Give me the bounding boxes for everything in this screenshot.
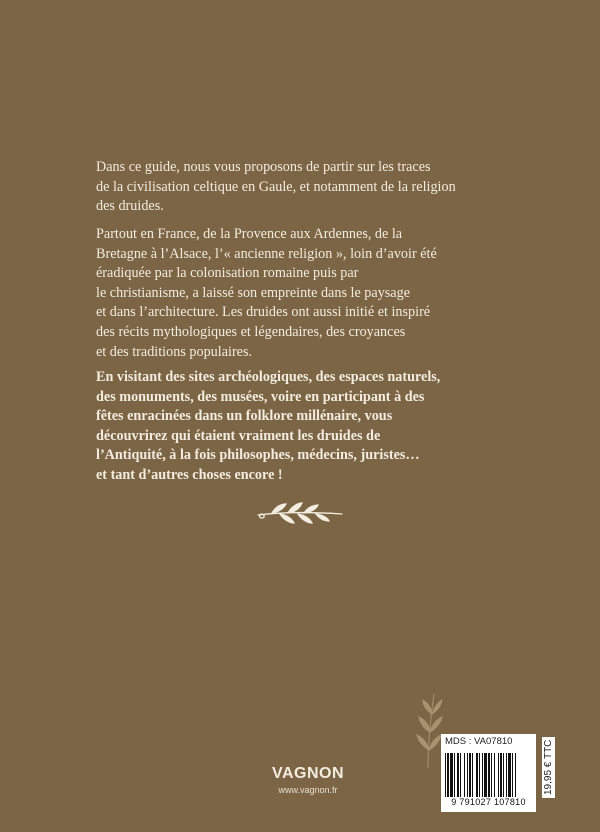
text-line: Partout en France, de la Provence aux Ardennes, de la — [96, 226, 403, 242]
text-line: l’Antiquité, à la fois philosophes, médecins, juristes… — [96, 447, 420, 464]
publisher-logo: VAGNON — [271, 765, 345, 782]
text-line: de la civilisation celtique en Gaule, et notamment de la religion — [96, 178, 456, 195]
text-line: des monuments, des musées, voire en participant à des — [96, 388, 425, 405]
barcode-label — [441, 734, 536, 812]
text-line: En visitant des sites archéologiques, des espaces naturels, — [96, 369, 441, 385]
text-line: et tant d’autres choses encore ! — [96, 466, 283, 483]
leaf-branch-ornament-icon — [252, 498, 348, 530]
reference-code: MDS : VA07810 — [445, 736, 513, 747]
body-paragraph — [96, 225, 516, 362]
highlight-paragraph — [96, 368, 516, 486]
text-line: découvrirez qui étaient vraiment les druides de — [96, 427, 381, 444]
text-line: Bretagne à l’Alsace, l’« ancienne religion », loin d’avoir été — [96, 245, 437, 262]
publisher-url: www.vagnon.fr — [278, 785, 338, 795]
text-line: éradiquée par la colonisation romaine puis par — [96, 265, 359, 282]
barcode-icon — [445, 753, 532, 797]
isbn-number: 9 791027 107810 — [451, 797, 526, 807]
intro-paragraph — [96, 158, 516, 217]
text-line: fêtes enracinées dans un folklore millénaire, vous — [96, 408, 393, 425]
text-line: Dans ce guide, nous vous proposons de partir sur les traces — [96, 159, 431, 175]
text-line: des druides. — [96, 198, 164, 215]
publisher-block — [268, 765, 348, 795]
text-line: et des traditions populaires. — [96, 343, 253, 360]
text-line: le christianisme, a laissé son empreinte dans le paysage — [96, 284, 410, 301]
price-label: 19,95 € TTC — [542, 737, 555, 798]
text-line: des récits mythologiques et légendaires, des croyances — [96, 323, 406, 340]
text-line: et dans l’architecture. Les druides ont aussi initié et inspiré — [96, 304, 431, 321]
